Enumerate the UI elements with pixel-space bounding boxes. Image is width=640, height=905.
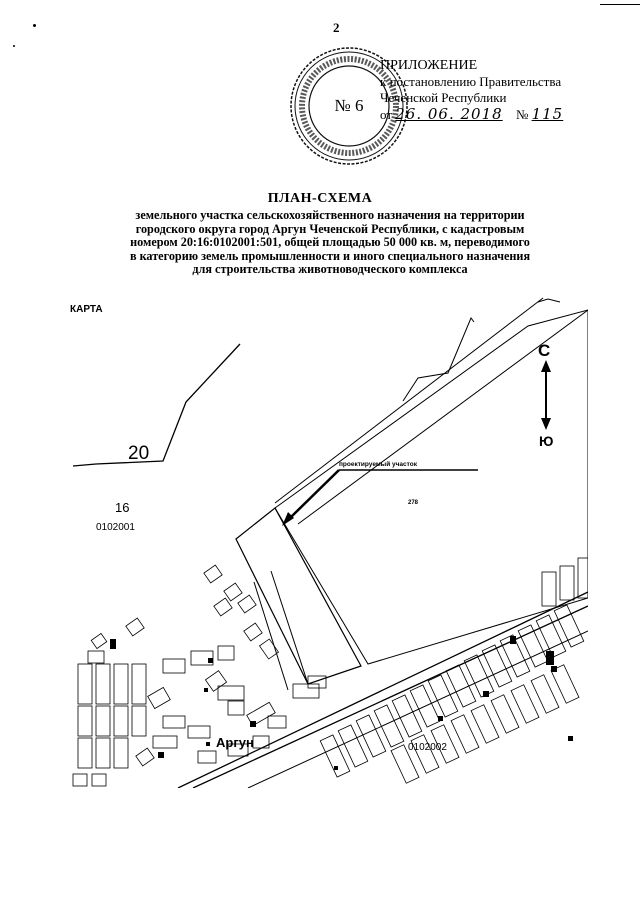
district-number: 16	[115, 500, 130, 515]
road-edge	[193, 606, 588, 788]
page-number: 2	[333, 20, 340, 35]
subtitle-line: земельного участка сельскохозяйственного назначения на территории	[135, 208, 525, 222]
top-rule	[600, 4, 640, 5]
date-prefix: от	[380, 107, 393, 122]
seal-number: № 6	[334, 96, 364, 115]
appendix-date-row	[380, 106, 563, 123]
parcel-caption: проектируемый участок	[339, 461, 417, 468]
subtitle-line: для строительства животноводческого комплекса	[192, 262, 468, 276]
document-title: ПЛАН-СХЕМА	[267, 191, 373, 206]
appendix-title: ПРИЛОЖЕНИЕ	[380, 58, 478, 73]
subtitle-line: в категорию земель промышленности и иного специального назначения	[129, 248, 531, 263]
appendix-decree: к постановлению Правительства	[380, 74, 562, 89]
plots-left	[73, 565, 326, 786]
map-karta-label: КАРТА	[70, 304, 103, 315]
appendix-block	[380, 58, 563, 123]
field-border	[275, 298, 543, 503]
parcel-pointer	[290, 470, 339, 518]
city-name: Аргун	[216, 735, 254, 750]
compass-north: С	[538, 341, 551, 360]
handwritten-date: 26. 06. 2018	[395, 105, 503, 123]
parcel-outline	[236, 508, 361, 684]
compass-north-arrow	[541, 360, 551, 372]
block-left-number: 0102001	[96, 522, 135, 533]
number-prefix: №	[515, 107, 529, 122]
scan-speck	[33, 24, 36, 27]
parcel-edge	[254, 582, 288, 690]
cadastral-map	[68, 296, 588, 788]
region-boundary	[73, 344, 240, 466]
plots-right	[320, 558, 588, 783]
subtitle-line: номером 20:16:0102001:501, общей площадью 50 000 кв. м, переводимого	[130, 235, 530, 249]
scan-speck	[13, 45, 15, 47]
region-number: 20	[128, 443, 150, 464]
handwritten-number: 115	[531, 105, 564, 123]
block-right-number: 0102002	[408, 742, 447, 753]
document-subtitle	[80, 209, 580, 277]
compass-south: Ю	[539, 433, 554, 449]
subtitle-line: городского округа город Аргун Чеченской Республики, с кадастровым	[135, 221, 525, 236]
appendix-republic: Чеченской Республики	[380, 90, 507, 105]
parcel-number: 278	[408, 500, 419, 506]
road-edge	[248, 631, 588, 788]
parcel-edge	[271, 571, 308, 684]
compass-south-arrow	[541, 418, 551, 430]
